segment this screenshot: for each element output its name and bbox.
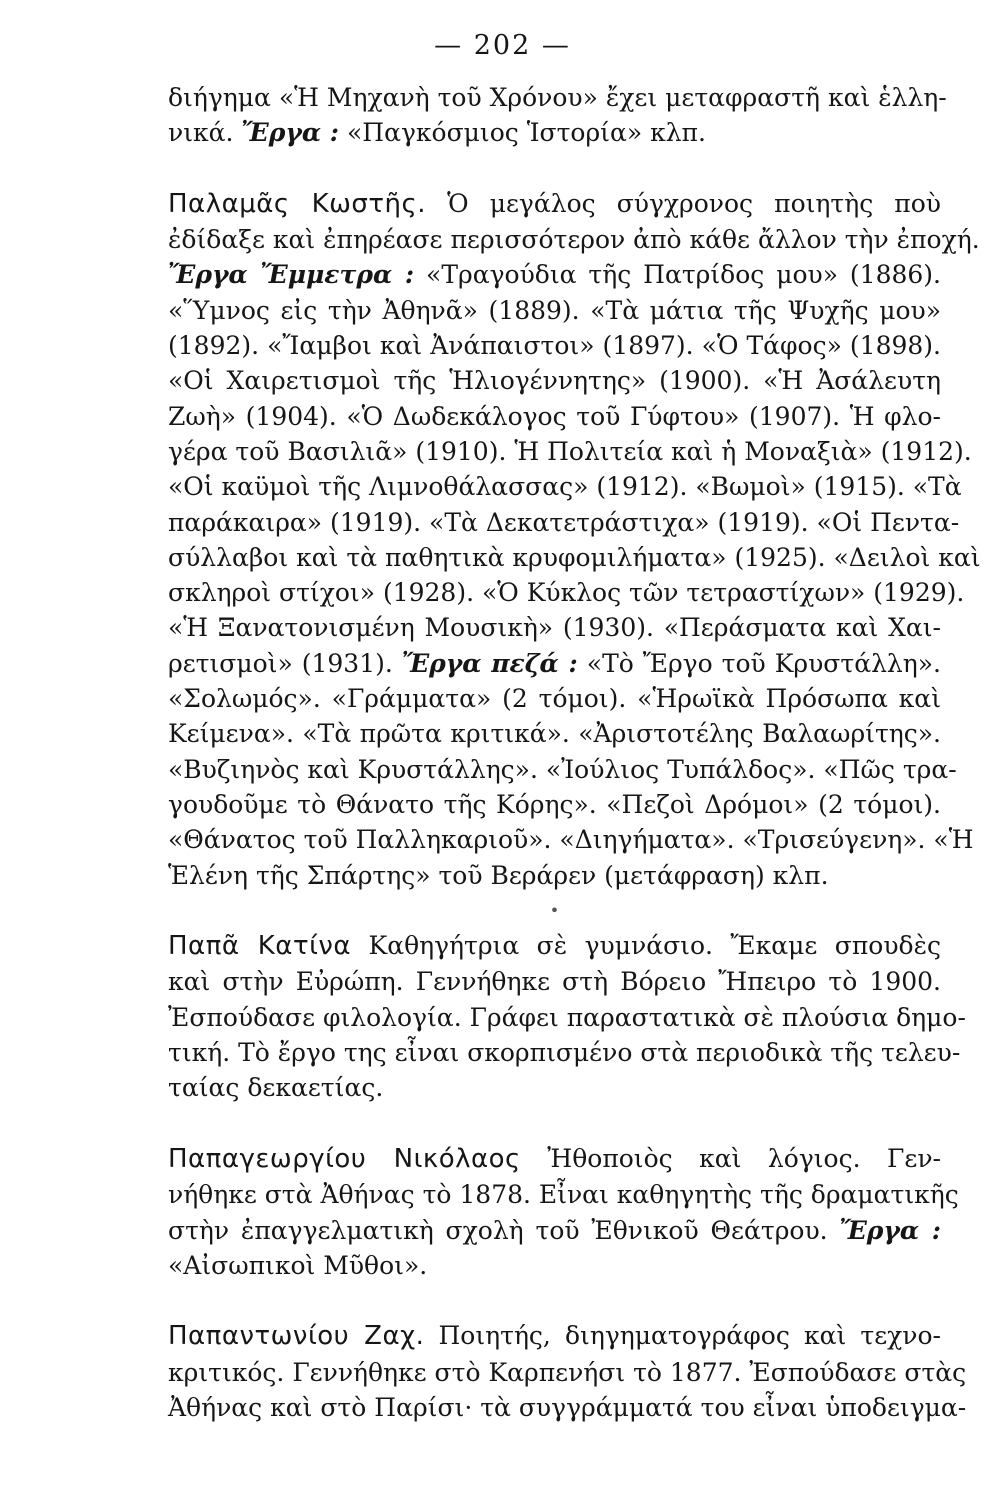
text-line: παράκαιρα» (1919). «Τὰ Δεκατετράστιχα» (1919). «Οἱ Πεντα- bbox=[168, 507, 960, 537]
text-line: Ζωὴ» (1904). «Ὁ Δωδεκάλογος τοῦ Γύφτου» (1907). Ἡ φλο- bbox=[168, 401, 941, 431]
ornament-dot: • bbox=[549, 900, 560, 920]
text-line: (1892). «Ἴαμβοι καὶ Ἀνάπαιστοι» (1897). «Ὁ Τάφος» (1898). bbox=[168, 331, 941, 361]
text-line: τική. Τὸ ἔργο της εἶναι σκορπισμένο στὰ περιοδικὰ τῆς τελευ- bbox=[168, 1038, 961, 1068]
text-line: γέρα τοῦ Βασιλιᾶ» (1910). Ἡ Πολιτεία καὶ ἡ Μοναξιὰ» (1912). bbox=[168, 436, 972, 466]
text-line: Παλαμᾶς Κωστῆς. Ὁ μεγάλος σύγχρονος ποιητὴς ποὺ bbox=[168, 188, 941, 219]
text-line: ρετισμοὶ» (1931). Ἔργα πεζά : «Τὸ Ἔργο τοῦ Κρυστάλλη». bbox=[168, 648, 941, 678]
text-line: νήθηκε στὰ Ἀθήνας τὸ 1878. Εἶναι καθηγητὴς τῆς δραματικῆς bbox=[168, 1180, 959, 1210]
text-line: Ἐσπούδασε φιλολογία. Γράφει παραστατικὰ σὲ πλούσια δημο- bbox=[168, 1002, 966, 1032]
text-line: «Βυζιηνὸς καὶ Κρυστάλλης». «Ἰούλιος Τυπάλδος». «Πῶς τρα- bbox=[168, 754, 957, 784]
text-line: Παπαγεωργίου Νικόλαος Ἠθοποιὸς καὶ λόγιος. Γεν- bbox=[168, 1143, 941, 1174]
works-label: Ἔργα Ἔμμετρα : bbox=[168, 260, 415, 290]
text-line: «Ὕμνος εἰς τὴν Ἀθηνᾶ» (1889). «Τὰ μάτια τῆς Ψυχῆς μου» bbox=[168, 295, 941, 325]
text-line: «Θάνατος τοῦ Παλληκαριοῦ». «Διηγήματα». «Τρισεύγενη». «Ἡ bbox=[168, 825, 974, 855]
works-label: Ἔργα : bbox=[839, 1215, 941, 1245]
page-number: — 202 — bbox=[434, 30, 571, 61]
text-line: σύλλαβοι καὶ τὰ παθητικὰ κρυφομιλήματα» (1925). «Δειλοὶ καὶ bbox=[168, 542, 981, 572]
text-line: στὴν ἐπαγγελματικὴ σχολὴ τοῦ Ἐθνικοῦ Θεάτρου. Ἔργα : bbox=[168, 1215, 941, 1245]
entry-palamas bbox=[168, 186, 981, 893]
entry-papageorgiou bbox=[168, 1141, 959, 1283]
works-label: Ἔργα : bbox=[241, 118, 340, 148]
text-line: Ἀθήνας καὶ στὸ Παρίσι· τὰ συγγράμματά του εἶναι ὑποδειγμα- bbox=[168, 1392, 967, 1422]
text-line: Ἑλένη τῆς Σπάρτης» τοῦ Βεράρεν (μετάφραση) κλπ. bbox=[168, 860, 829, 890]
entry-name: Παπᾶ Κατίνα bbox=[168, 931, 352, 962]
entry-name: Παπαγεωργίου Νικόλαος bbox=[168, 1143, 521, 1174]
text-line: Κείμενα». «Τὰ πρῶτα κριτικά». «Ἀριστοτέλης Βαλαωρίτης». bbox=[168, 719, 941, 749]
intro-paragraph bbox=[168, 80, 947, 151]
text-line: νικά. Ἔργα : «Παγκόσμιος Ἱστορία» κλπ. bbox=[168, 118, 706, 148]
text-line: γουδοῦμε τὸ Θάνατο τῆς Κόρης». «Πεζοὶ Δρόμοι» (2 τόμοι). bbox=[168, 789, 941, 819]
text-line: ταίας δεκαετίας. bbox=[168, 1073, 384, 1103]
text-line: «Σολωμός». «Γράμματα» (2 τόμοι). «Ἡρωϊκὰ Πρόσωπα καὶ bbox=[168, 684, 941, 714]
text-line: καὶ στὴν Εὐρώπη. Γεννήθηκε στὴ Βόρειο Ἤπειρο τὸ 1900. bbox=[168, 967, 941, 997]
text-line: «Οἱ Χαιρετισμοὶ τῆς Ἡλιογέννητης» (1900). «Ἡ Ἀσάλευτη bbox=[168, 366, 941, 396]
entry-papa bbox=[168, 928, 966, 1105]
text-line: ἐδίδαξε καὶ ἐπηρέασε περισσότερον ἀπὸ κάθε ἄλλον τὴν ἐποχή. bbox=[168, 225, 980, 255]
text-line: Παπᾶ Κατίνα Καθηγήτρια σὲ γυμνάσιο. Ἔκαμε σπουδὲς bbox=[168, 931, 941, 962]
text-line: Ἔργα Ἔμμετρα : «Τραγούδια τῆς Πατρίδος μου» (1886). bbox=[168, 260, 941, 290]
works-label: Ἔργα πεζά : bbox=[401, 648, 578, 678]
text-line: «Οἱ καϋμοὶ τῆς Λιμνοθάλασσας» (1912). «Βωμοὶ» (1915). «Τὰ bbox=[168, 472, 962, 502]
page-body bbox=[168, 80, 981, 1425]
text-line: κριτικός. Γεννήθηκε στὸ Καρπενήσι τὸ 1877. Ἐσπούδασε στὰς bbox=[168, 1357, 967, 1387]
text-line: «Αἰσωπικοὶ Μῦθοι». bbox=[168, 1250, 428, 1280]
text-line: Παπαντωνίου Ζαχ. Ποιητής, διηγηματογράφος καὶ τεχνο- bbox=[168, 1321, 941, 1352]
entry-name: Παπαντωνίου Ζαχ. bbox=[168, 1321, 425, 1352]
text-line: διήγημα «Ἡ Μηχανὴ τοῦ Χρόνου» ἔχει μεταφραστῆ καὶ ἑλλη- bbox=[168, 83, 947, 112]
entry-name: Παλαμᾶς Κωστῆς. bbox=[168, 188, 427, 219]
text-line: «Ἡ Ξανατονισμένη Μουσικὴ» (1930). «Περάσματα καὶ Χαι- bbox=[168, 613, 941, 643]
text-line: σκληροὶ στίχοι» (1928). «Ὁ Κύκλος τῶν τετραστίχων» (1929). bbox=[168, 578, 965, 608]
entry-papantoniou bbox=[168, 1318, 967, 1425]
